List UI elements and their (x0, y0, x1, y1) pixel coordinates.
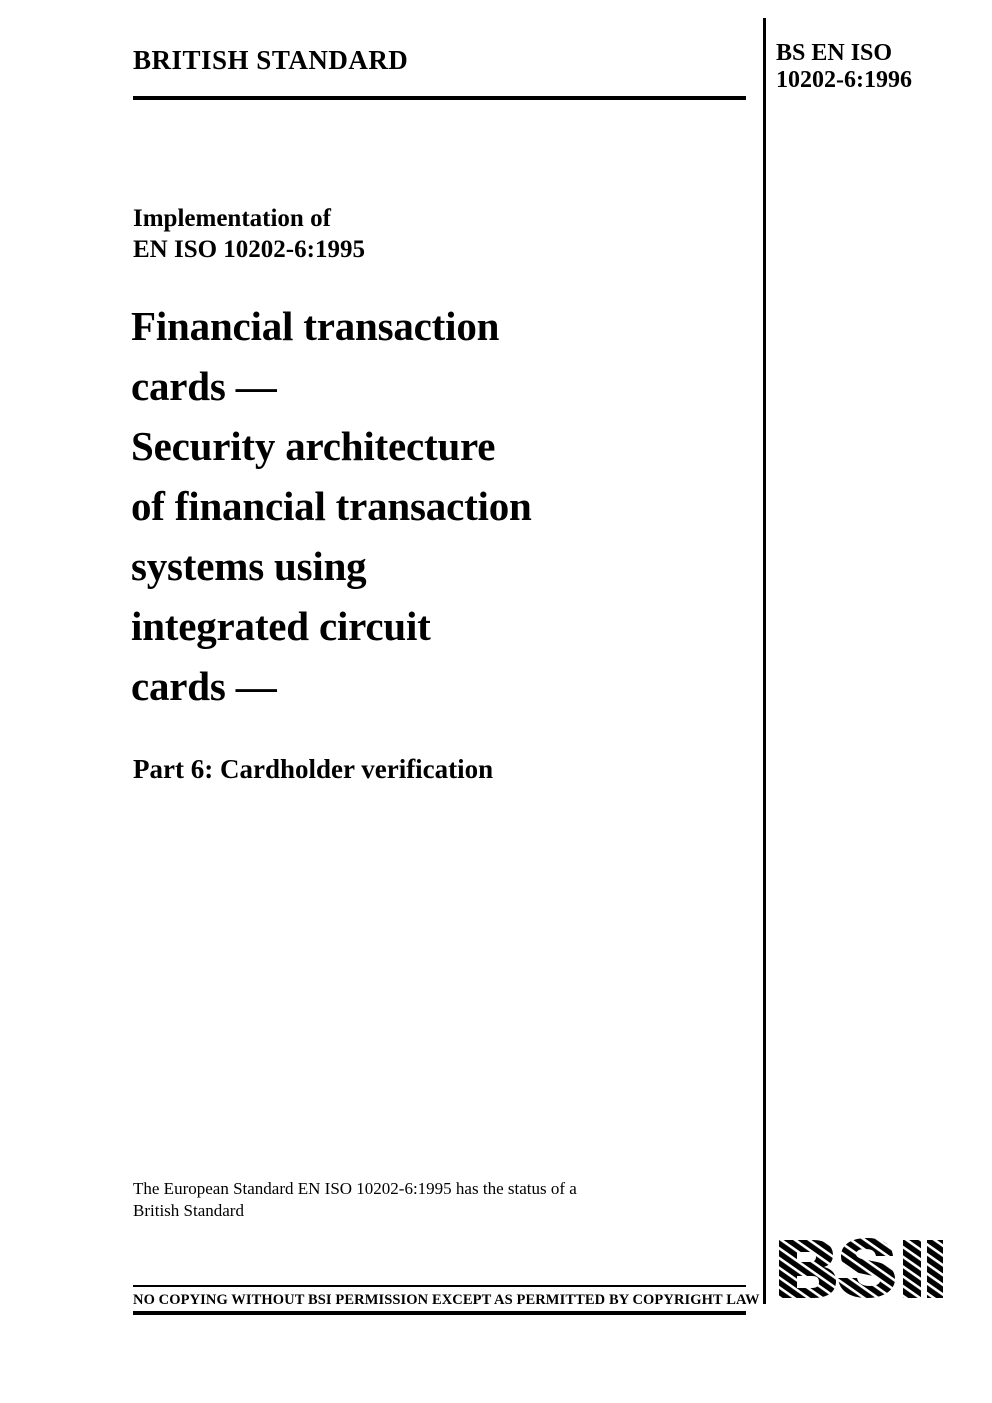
title-line-7: cards — (131, 663, 277, 709)
title-line-6: integrated circuit (131, 603, 431, 649)
footer-top-rule (133, 1285, 746, 1287)
implementation-block (133, 203, 733, 265)
header-divider-rule (133, 96, 746, 100)
page-title (131, 296, 756, 716)
standard-reference-line1: BS EN ISO (776, 40, 893, 66)
title-line-2: cards — (131, 363, 277, 409)
copyright-notice: NO COPYING WITHOUT BSI PERMISSION EXCEPT AS PERMITTED BY COPYRIGHT LAW (133, 1292, 760, 1308)
right-margin-vertical-rule (763, 18, 766, 1304)
page-header (133, 40, 933, 104)
status-note-line2: British Standard (133, 1201, 244, 1220)
part-subtitle: Part 6: Cardholder verification (133, 754, 494, 784)
title-line-4: of financial transaction (131, 483, 532, 529)
title-line-1: Financial transaction (131, 303, 500, 349)
implementation-line2: EN ISO 10202-6:1995 (133, 236, 365, 263)
implementation-line1: Implementation of (133, 205, 331, 232)
title-line-3: Security architecture (131, 423, 496, 469)
british-standard-label: BRITISH STANDARD (133, 45, 409, 75)
standard-reference-line2: 10202-6:1996 (776, 67, 912, 93)
footer-bottom-rule (133, 1311, 746, 1315)
title-line-5: systems using (131, 543, 367, 589)
standard-reference (776, 40, 976, 94)
bsi-logo (775, 1234, 947, 1316)
status-note (133, 1178, 713, 1222)
status-note-line1: The European Standard EN ISO 10202-6:1995 has the status of a (133, 1179, 577, 1198)
